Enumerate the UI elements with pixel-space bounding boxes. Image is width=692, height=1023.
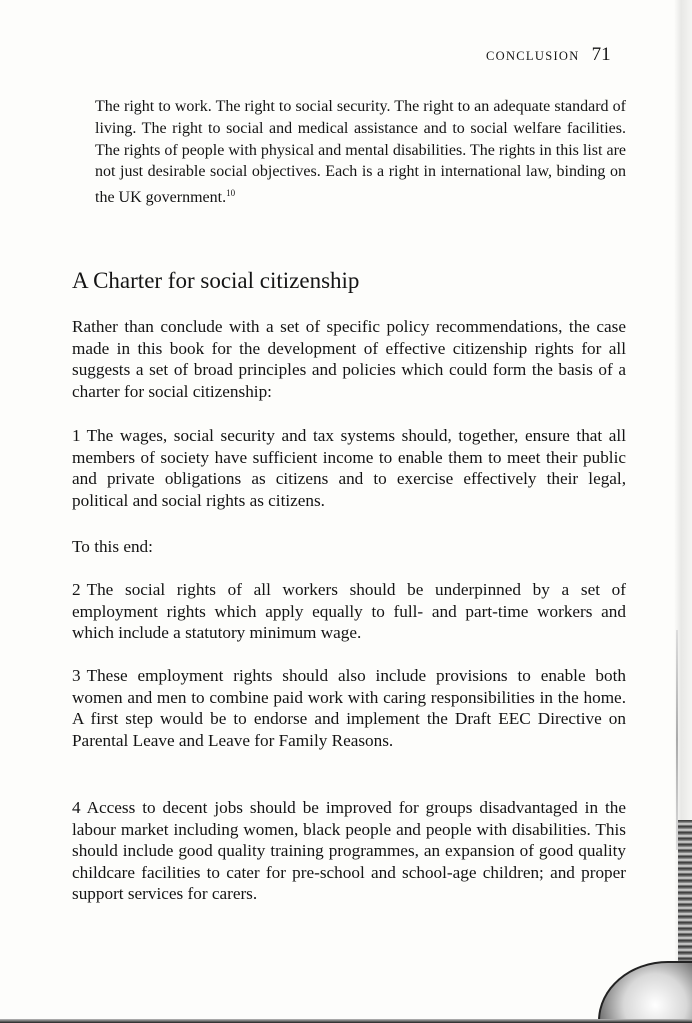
principle-1 (72, 425, 626, 511)
principle-number: 2 (72, 580, 81, 599)
principle-2 (72, 579, 626, 644)
page-number: 71 (591, 44, 611, 65)
principle-number: 3 (72, 666, 81, 685)
section-heading: A Charter for social citizenship (72, 268, 360, 293)
principle-text: The social rights of all workers should be underpinned by a set of employment rights which apply equally to full- and part-time workers and which include a statutory minimum wage. (72, 580, 626, 643)
block-quote (95, 96, 626, 209)
principle-number: 1 (72, 426, 81, 445)
principle-number: 4 (72, 798, 81, 817)
bottom-shadow (0, 1019, 692, 1023)
principle-text: The wages, social security and tax systems should, together, ensure that all members of society have sufficient income to enable them to meet their public and private obligations as citizens and to exercise effectively their legal, political and social rights as citizens. (72, 426, 626, 510)
running-head (486, 44, 611, 66)
footnote-marker: 10 (226, 188, 236, 199)
principle-4 (72, 797, 626, 905)
to-this-end: To this end: (72, 537, 153, 556)
principle-3 (72, 665, 626, 751)
page-stack-edge (678, 820, 692, 980)
intro-paragraph: Rather than conclude with a set of specific policy recommendations, the case made in this book for the development of effective citizenship rights for all suggests a set of broad principles and policies which could form the basis of a charter for social citizenship: (72, 317, 626, 401)
principle-text: Access to decent jobs should be improved for groups disadvantaged in the labour market including women, black people and people with disabilities. This should include good quality training programmes, an expansion of good quality childcare facilities to cater for pre-school and school-age children; and proper support services for carers. (72, 798, 626, 904)
quote-text: The right to work. The right to social security. The right to an adequate standard of living. The right to social and medical assistance and to social welfare facilities. The rights of people with physical and mental disabilities. The rights in this list are not just desirable social objectives. Each is a right in international law, binding on the UK government. (95, 98, 626, 207)
page-crease (676, 630, 678, 850)
principle-text: These employment rights should also include provisions to enable both women and men to combine paid work with caring responsibilities in the home. A first step would be to endorse and implement the Draft EEC Directive on Parental Leave and Leave for Family Reasons. (72, 666, 626, 750)
page-curl-thumb (598, 961, 692, 1023)
chapter-title: CONCLUSION (486, 49, 580, 63)
